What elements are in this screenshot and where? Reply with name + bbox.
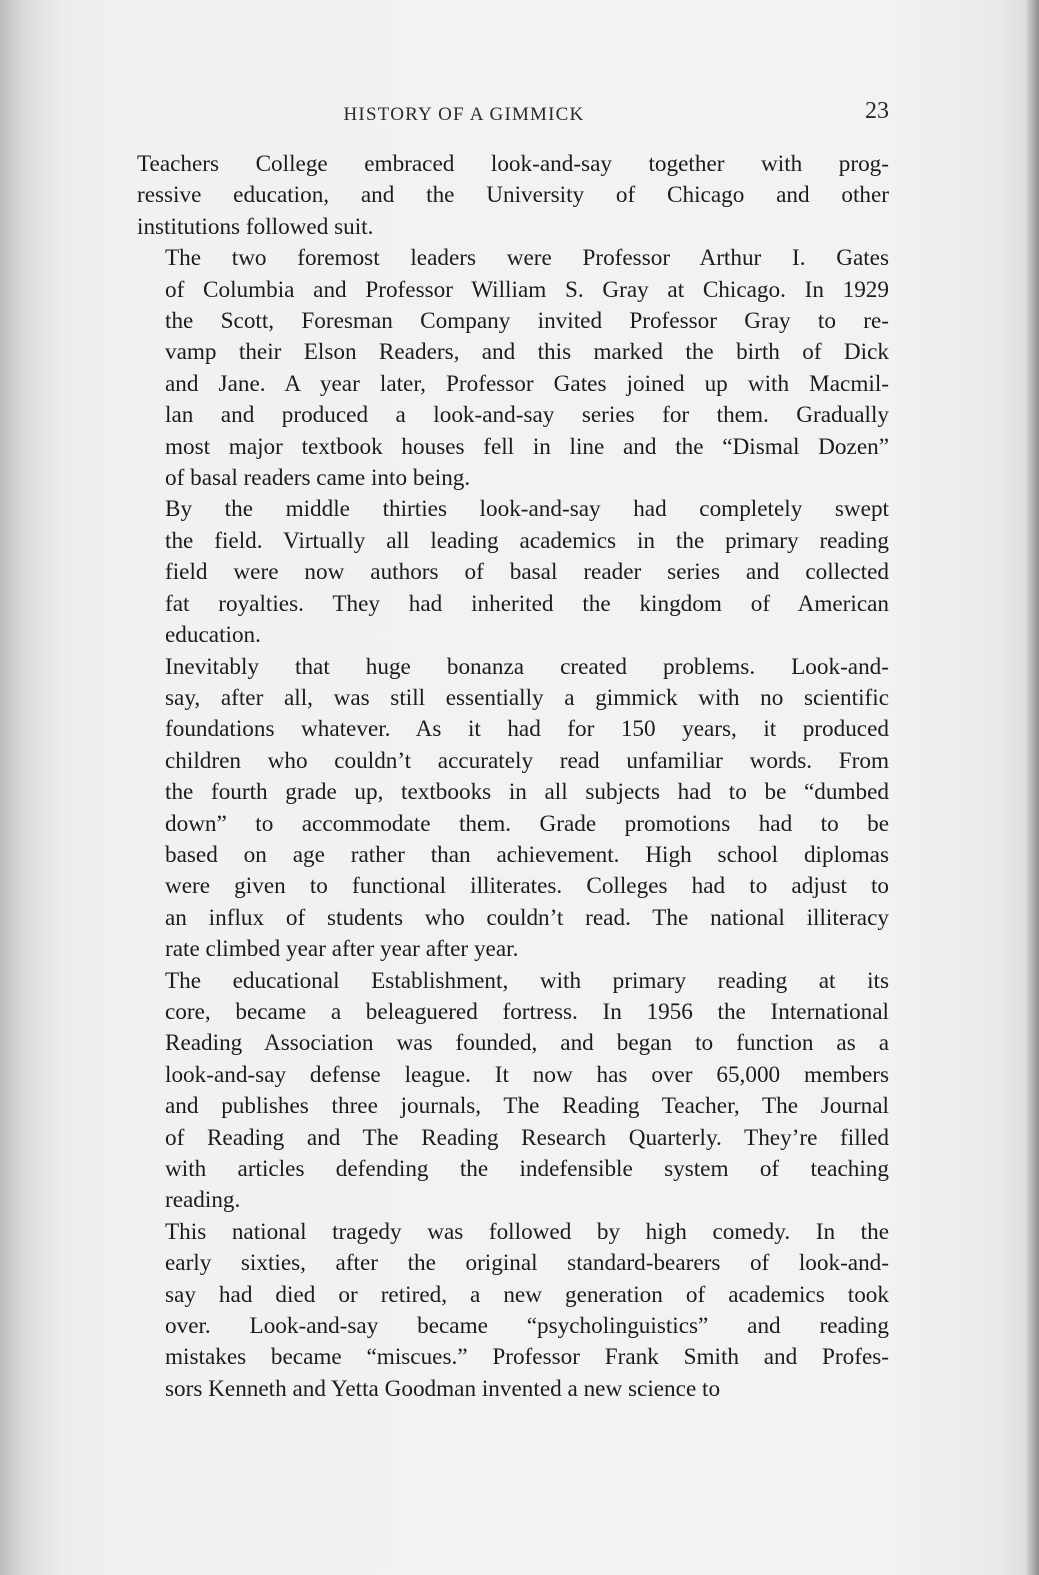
text-line: most major textbook houses fell in line and the “Dismal Dozen” [165,433,889,460]
text-line: the field. Virtually all leading academics in the primary reading [165,527,889,554]
text-line: an influx of students who couldn’t read. The national illiteracy [165,904,889,931]
text-line: education. [165,622,261,649]
text-line: Inevitably that huge bonanza created problems. Look-and- [165,653,889,680]
paragraph [137,652,889,966]
text-line: core, became a beleaguered fortress. In 1956 the International [165,998,889,1025]
text-line: early sixties, after the original standard-bearers of look-and- [165,1250,889,1277]
text-line: of Columbia and Professor William S. Gray at Chicago. In 1929 [165,276,889,303]
text-line: down” to accommodate them. Grade promotions had to be [165,810,889,837]
paragraph [137,1217,889,1405]
text-line: fat royalties. They had inherited the kingdom of American [165,590,889,617]
paragraph [137,243,889,494]
text-line: say had died or retired, a new generation of academics took [165,1281,889,1308]
text-line: were given to functional illiterates. Colleges had to adjust to [165,873,889,900]
text-line: the Scott, Foresman Company invited Professor Gray to re- [165,308,889,335]
text-line: of basal readers came into being. [165,465,471,492]
page-edge-shadow [1025,0,1039,1575]
text-line: and Jane. A year later, Professor Gates joined up with Macmil- [165,370,889,397]
text-line: lan and produced a look-and-say series for them. Gradually [165,402,889,429]
text-line: sors Kenneth and Yetta Goodman invented a new science to [165,1375,721,1402]
text-line: foundations whatever. As it had for 150 years, it produced [165,716,889,743]
page-number: 23 [865,98,889,124]
body-text [137,149,889,1405]
text-line: over. Look-and-say became “psycholinguistics” and reading [165,1313,889,1340]
text-line: vamp their Elson Readers, and this marked the birth of Dick [165,339,889,366]
text-line: based on age rather than achievement. High school diplomas [165,841,889,868]
text-line: the fourth grade up, textbooks in all subjects had to be “dumbed [165,779,889,806]
paragraph [137,494,889,651]
text-line: rate climbed year after year after year. [165,936,519,963]
text-line: The two foremost leaders were Professor Arthur I. Gates [165,245,889,272]
paragraph [137,966,889,1217]
text-line: say, after all, was still essentially a gimmick with no scientific [165,684,889,711]
text-line: By the middle thirties look-and-say had completely swept [165,496,889,523]
text-line: children who couldn’t accurately read unfamiliar words. From [165,747,889,774]
text-line: look-and-say defense league. It now has over 65,000 members [165,1061,889,1088]
text-line: and publishes three journals, The Reading Teacher, The Journal [165,1093,889,1120]
text-line: of Reading and The Reading Research Quarterly. They’re filled [165,1124,889,1151]
text-line: institutions followed suit. [137,213,374,240]
page-header [137,98,889,132]
text-line: This national tragedy was followed by high comedy. In the [165,1218,889,1245]
text-line: reading. [165,1187,241,1214]
text-line: Reading Association was founded, and began to function as a [165,1030,889,1057]
text-line: mistakes became “miscues.” Professor Frank Smith and Profes- [165,1344,889,1371]
text-line: field were now authors of basal reader series and collected [165,559,889,586]
text-line: Teachers College embraced look-and-say together with prog- [137,151,889,177]
text-line: ressive education, and the University of Chicago and other [137,182,889,209]
text-line: The educational Establishment, with primary reading at its [165,967,889,994]
text-line: with articles defending the indefensible system of teaching [165,1156,889,1182]
paragraph [137,149,889,243]
running-head: HISTORY OF A GIMMICK [343,104,585,125]
